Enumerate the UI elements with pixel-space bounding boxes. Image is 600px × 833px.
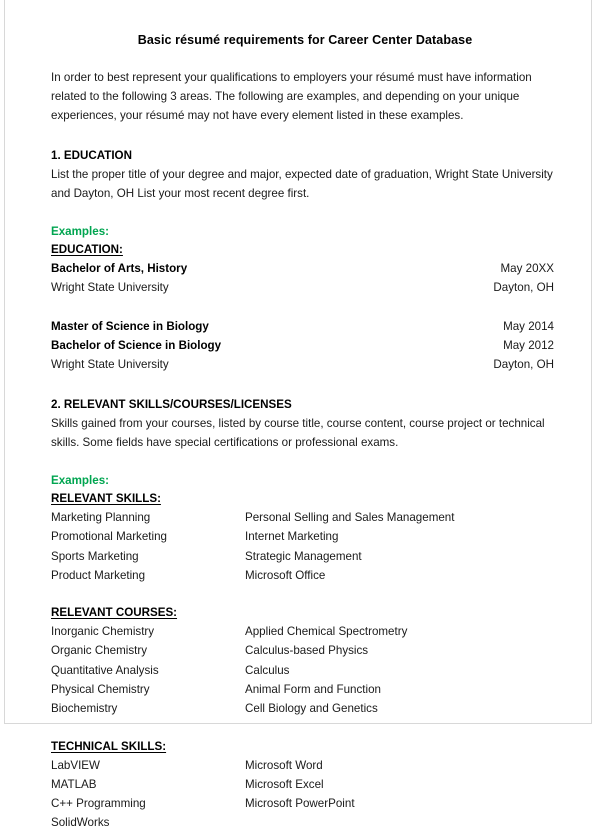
sub-label-relevant-courses (51, 604, 555, 622)
section-heading-relevant-skills: 2. RELEVANT SKILLS/COURSES/LICENSES (51, 397, 292, 411)
course-col1: Inorganic Chemistry (51, 625, 155, 639)
education-entry-row (51, 355, 555, 374)
section-description-relevant-skills: Skills gained from your courses, listed by course title, course content, course project or technical skills. Some fields have special certifications or professional exams. (51, 416, 545, 449)
sub-label-technical-skills-text: TECHNICAL SKILLS: (51, 739, 167, 753)
list-item (51, 794, 555, 813)
technical-skills-list (51, 756, 555, 833)
skill-col2: Personal Selling and Sales Management (245, 510, 455, 524)
tech-col1: LabVIEW (51, 758, 100, 772)
education-date: May 20XX (500, 262, 554, 276)
education-school: Wright State University (51, 281, 169, 295)
list-item (51, 508, 555, 527)
course-col1: Quantitative Analysis (51, 663, 159, 677)
tech-col1: SolidWorks (51, 816, 110, 830)
list-item (51, 775, 555, 794)
education-location: Dayton, OH (493, 358, 554, 372)
group-spacer (51, 719, 555, 738)
course-col1: Organic Chemistry (51, 644, 147, 658)
skill-col1: Product Marketing (51, 568, 146, 582)
sub-label-relevant-courses-text: RELEVANT COURSES: (51, 606, 178, 620)
skill-col2: Strategic Management (245, 549, 362, 563)
document-content (51, 0, 555, 833)
skill-col2: Microsoft Office (245, 568, 326, 582)
education-degree: Master of Science in Biology (51, 319, 209, 333)
skill-col1: Marketing Planning (51, 510, 151, 524)
course-col2: Applied Chemical Spectrometry (245, 625, 408, 639)
list-item (51, 547, 555, 566)
course-col1: Biochemistry (51, 702, 118, 716)
list-item (51, 641, 555, 660)
education-degree: Bachelor of Science in Biology (51, 338, 222, 352)
page-title: Basic résumé requirements for Career Center Database (137, 33, 473, 47)
list-item (51, 566, 555, 585)
list-item (51, 680, 555, 699)
examples-label-education: Examples: (51, 225, 109, 239)
list-item (51, 756, 555, 775)
education-entry-spacer (51, 298, 555, 317)
group-spacer (51, 585, 555, 604)
education-entry-row (51, 278, 555, 297)
tech-col1: C++ Programming (51, 797, 146, 811)
sub-label-technical-skills (51, 738, 555, 756)
education-entry-row (51, 317, 555, 336)
course-col2: Calculus (245, 663, 290, 677)
skill-col2: Internet Marketing (245, 530, 339, 544)
education-date: May 2012 (503, 338, 554, 352)
page-sheet (4, 0, 592, 830)
course-col2: Calculus-based Physics (245, 644, 369, 658)
section-education (51, 126, 555, 375)
list-item (51, 699, 555, 718)
education-entry-row (51, 259, 555, 278)
sub-label-relevant-skills-text: RELEVANT SKILLS: (51, 491, 161, 505)
skill-col1: Promotional Marketing (51, 530, 167, 544)
tech-col2: Microsoft PowerPoint (245, 797, 355, 811)
section-relevant-skills (51, 375, 555, 833)
tech-col2 (245, 813, 555, 832)
course-col1: Physical Chemistry (51, 682, 150, 696)
sub-label-education (51, 241, 555, 259)
examples-label-relevant-skills: Examples: (51, 473, 109, 487)
course-col2: Animal Form and Function (245, 682, 381, 696)
education-location: Dayton, OH (493, 281, 554, 295)
list-item (51, 622, 555, 641)
education-degree: Bachelor of Arts, History (51, 262, 188, 276)
list-item (51, 527, 555, 546)
education-entry-row (51, 336, 555, 355)
tech-col2: Microsoft Excel (245, 777, 324, 791)
sub-label-relevant-skills (51, 490, 555, 508)
education-date: May 2014 (503, 319, 554, 333)
list-item (51, 661, 555, 680)
education-school: Wright State University (51, 358, 169, 372)
tech-col1: MATLAB (51, 777, 97, 791)
section-heading-education: 1. EDUCATION (51, 148, 132, 162)
list-item (51, 813, 555, 832)
section-description-education: List the proper title of your degree and major, expected date of graduation, Wright State University and Dayton, OH List your most recent degree first. (51, 167, 553, 200)
skill-col1: Sports Marketing (51, 549, 139, 563)
intro-paragraph: In order to best represent your qualifications to employers your résumé must have information related to the following 3 areas. The following are examples, and depending on your unique experiences, your résumé may not have every element listed in these examples. (51, 71, 532, 123)
course-col2: Cell Biology and Genetics (245, 702, 378, 716)
tech-col2: Microsoft Word (245, 758, 323, 772)
sub-label-education-text: EDUCATION: (51, 243, 123, 257)
relevant-courses-list (51, 622, 555, 718)
relevant-skills-list (51, 508, 555, 585)
